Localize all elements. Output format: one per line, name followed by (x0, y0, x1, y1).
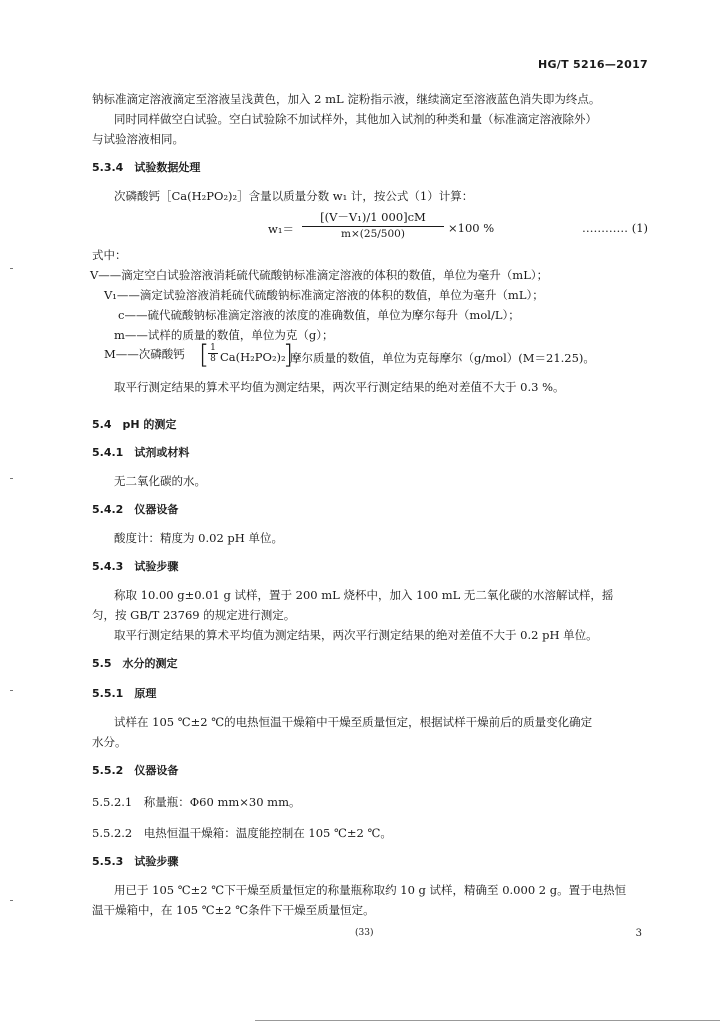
bracket-close: ] (283, 340, 294, 370)
formula-lhs: w₁＝ (268, 222, 294, 236)
paragraph-line: 温干燥箱中，在 105 ℃±2 ℃条件下干燥至质量恒定。 (92, 903, 375, 917)
section-heading-5-4-3: 5.4.3 试验步骤 (92, 560, 179, 573)
paragraph-line: 取平行测定结果的算术平均值为测定结果，两次平行测定结果的绝对差值不大于 0.2 pH 单位。 (114, 628, 598, 642)
section-heading-5-4-1: 5.4.1 试剂或材料 (92, 446, 190, 459)
section-heading-5-5-1: 5.5.1 原理 (92, 687, 157, 700)
fraction-one-eighth (208, 343, 218, 364)
paragraph-5-4-2: 酸度计：精度为 0.02 pH 单位。 (114, 531, 283, 545)
paragraph-line: 与试验溶液相同。 (92, 132, 184, 146)
paragraph-line: 水分。 (92, 735, 127, 749)
scan-edge-line (255, 1020, 720, 1021)
section-heading-5-4-2: 5.4.2 仪器设备 (92, 503, 179, 516)
formula-number: ………… (1) (582, 221, 648, 235)
definition-V: V——滴定空白试验溶液消耗硫代硫酸钠标准滴定溶液的体积的数值，单位为毫升（mL）； (90, 268, 549, 282)
paragraph-line: 钠标准滴定溶液滴定至溶液呈浅黄色，加入 2 mL 淀粉指示液，继续滴定至溶液蓝色消失即为终点。 (92, 92, 601, 106)
footer-sequence: (33) (355, 928, 374, 938)
scan-mark (10, 268, 13, 269)
page-number: 3 (635, 928, 642, 939)
definition-M-prefix: M——次磷酸钙 (104, 347, 185, 361)
paragraph-5-5-2-2: 5.5.2.2 电热恒温干燥箱：温度能控制在 105 ℃±2 ℃。 (92, 826, 392, 840)
definition-V1: V₁——滴定试验溶液消耗硫代硫酸钠标准滴定溶液的体积的数值，单位为毫升（mL）； (104, 288, 544, 302)
scan-mark (10, 900, 13, 901)
fraction-numerator: 1 (208, 343, 218, 354)
section-heading-5-5-3: 5.5.3 试验步骤 (92, 855, 179, 868)
paragraph-line: 试样在 105 ℃±2 ℃的电热恒温干燥箱中干燥至质量恒定，根据试样干燥前后的质量变化确定 (114, 715, 593, 729)
definition-M-formula: Ca(H₂PO₂)₂ (220, 350, 286, 364)
definition-m: m——试样的质量的数值，单位为克（g）； (114, 328, 334, 342)
paragraph-line: 同时同样做空白试验。空白试验除不加试样外，其他加入试剂的种类和量（标准滴定溶液除外） (114, 112, 597, 126)
formula-rhs: ×100 % (448, 221, 495, 235)
formula-denominator: m×(25/500) (341, 228, 405, 240)
section-heading-5-4: 5.4 pH 的测定 (92, 418, 177, 431)
formula-numerator: [(V－V₁)/1 000]cM (302, 209, 444, 227)
section-heading-5-5-2: 5.5.2 仪器设备 (92, 764, 179, 777)
scan-mark (10, 690, 13, 691)
scan-mark (10, 478, 13, 479)
paragraph-5-4-1: 无二氧化碳的水。 (114, 474, 206, 488)
where-label: 式中： (92, 248, 127, 262)
paragraph-line: 匀，按 GB/T 23769 的规定进行测定。 (92, 608, 296, 622)
formula-fraction (302, 209, 444, 242)
section-heading-5-5: 5.5 水分的测定 (92, 657, 178, 670)
fraction-denominator: 8 (210, 354, 216, 364)
definition-c: c——硫代硫酸钠标准滴定溶液的浓度的准确数值，单位为摩尔每升（mol/L）； (118, 308, 520, 322)
result-5-3-4: 取平行测定结果的算术平均值为测定结果，两次平行测定结果的绝对差值不大于 0.3 %。 (114, 380, 565, 394)
paragraph-line: 用已于 105 ℃±2 ℃下干燥至质量恒定的称量瓶称取约 10 g 试样，精确至 0.000 2 g。置于电热恒 (114, 883, 627, 897)
bracket-open: [ (199, 340, 210, 370)
calc-intro: 次磷酸钙［Ca(H₂PO₂)₂］含量以质量分数 w₁ 计，按公式（1）计算： (114, 189, 474, 203)
definition-M-suffix: 摩尔质量的数值，单位为克每摩尔（g/mol）(M＝21.25)。 (290, 351, 595, 365)
paragraph-5-5-2-1: 5.5.2.1 称量瓶：Φ60 mm×30 mm。 (92, 795, 301, 809)
paragraph-line: 称取 10.00 g±0.01 g 试样，置于 200 mL 烧杯中，加入 100 mL 无二氧化碳的水溶解试样，摇 (114, 588, 614, 602)
standard-number: HG/T 5216—2017 (537, 58, 648, 71)
section-heading-5-3-4: 5.3.4 试验数据处理 (92, 161, 201, 174)
